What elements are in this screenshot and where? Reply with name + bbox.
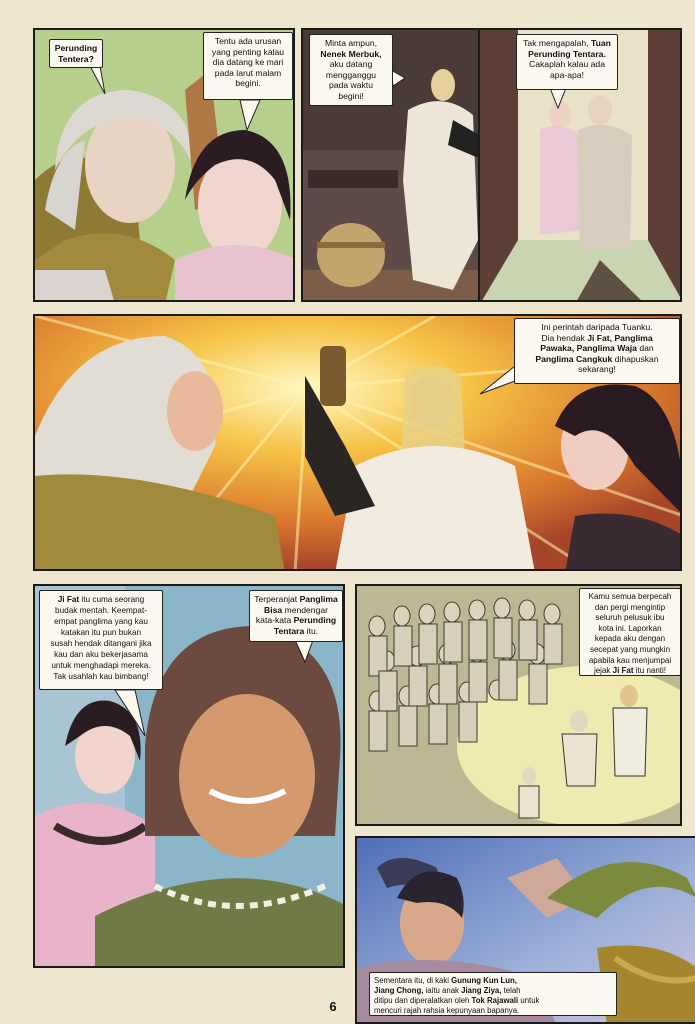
bubble-name: Ji Fat [612,666,634,676]
bubble-name: Panglima [299,594,338,604]
bubble-line [521,38,613,49]
speech-bubble-old-woman [49,39,103,68]
bubble-line: apa-apa! [550,69,584,80]
bubble-line: secepat yang mungkin [589,644,671,654]
bubble-line [374,976,612,986]
panel-4 [33,314,682,571]
bubble-name: Nenek Merbuk, [320,48,382,59]
bubble-line [254,626,338,637]
bubble-name: Tuan [590,38,611,48]
bubble-name: Jiang Chong, [374,986,424,995]
bubble-line: pada larut malam [214,67,282,78]
page-number: 6 [329,999,337,1014]
bubble-line: Perunding [54,43,98,53]
bubble-name: Tok Rajawali [471,996,519,1005]
bubble-line: mencuri rajah rahsia kepunyaan bapanya. [374,1006,520,1015]
speech-bubble-advisor [309,34,393,106]
bubble-line: budak mentah. Keempat- [55,606,147,615]
bubble-text: jejak [593,666,611,676]
bubble-line: Tak usahlah kau bimbang! [53,672,149,681]
bubble-text: itu. [306,625,319,636]
bubble-name: Panglima Waja [576,343,637,354]
bubble-line [374,986,612,996]
caption-panglima-bisa-shocked [249,590,343,642]
bubble-text: telah [503,986,521,995]
panel-3 [478,28,682,302]
bubble-name: Perunding Tentara. [528,48,606,59]
bubble-name: Perunding [293,615,337,626]
bubble-name: Ji Fat [57,595,80,604]
bubble-name: Panglima [614,332,653,343]
bubble-text: dan [639,343,654,354]
bubble-line: empat panglima yang kau [54,617,148,626]
bubble-line [254,594,338,605]
bubble-line: dan pergi mengintip [594,602,666,612]
speech-bubble-advisor-command [579,588,681,676]
bubble-text: Dia hendak [541,332,585,343]
bubble-line [374,996,612,1006]
bubble-line [44,594,158,605]
bubble-text: ditipu dan diperalatkan oleh [374,996,470,1005]
panel-2 [301,28,481,302]
bubble-name: Panglima Cangkuk [535,353,613,364]
bubble-text: iaitu anak [425,986,459,995]
bubble-line: dia datang ke mari [212,57,284,68]
bubble-line: kau dan aku bekerjasama [54,650,148,659]
bubble-line [254,615,338,626]
bubble-line [584,666,676,677]
bubble-text: dihapuskan [614,353,659,364]
bubble-line: Ini perintah daripada Tuanku. [541,322,653,332]
bubble-line: yang penting kalau [211,46,285,57]
panel-1 [33,28,295,302]
bubble-text: Tak mengapalah, [523,38,589,48]
bubble-line: Cakaplah kalau ada [529,59,605,70]
bubble-line: pada waktu [329,80,373,91]
bubble-line: apabila kau menjumpai [588,655,672,665]
bubble-name: Jiang Ziya, [461,986,502,995]
bubble-text: untuk [520,996,540,1005]
bubble-line: kepada aku dengan [594,634,666,644]
speech-bubble-advisor-order [514,318,680,384]
panel-6 [355,584,682,826]
panel-7 [355,836,695,1024]
speech-bubble-panglima-bisa [39,590,163,690]
bubble-line: Tentera? [58,53,94,64]
bubble-name: Tentara [273,625,305,636]
bubble-text: Terperanjat [254,594,298,604]
bubble-text: itu nanti! [635,666,667,676]
bubble-line: untuk menghadapi mereka. [51,661,151,670]
bubble-line: sekarang! [578,364,616,375]
speech-bubble-old-woman-reply [516,34,618,90]
bubble-name: Gunung Kun Lun, [451,976,517,985]
bubble-text: itu cuma seorang [81,595,145,604]
bubble-name: Bisa [263,604,283,615]
bubble-text: kata-kata [255,615,292,626]
bubble-line: begini. [235,78,261,89]
caption-jiang-chong [369,972,617,1016]
bubble-line [519,343,675,354]
bubble-line: begini! [338,90,364,101]
bubble-line: Tentu ada urusan [214,36,282,46]
bubble-line: Minta ampun, [324,38,378,48]
bubble-line: mengganggu [325,69,377,80]
bubble-line: katakan itu pun bukan [60,628,142,637]
bubble-name: Pawaka, [540,343,575,354]
bubble-line: kota ini. Laporkan [598,623,662,633]
bubble-name: Ji Fat, [587,332,613,343]
bubble-line: aku datang [329,59,373,70]
bubble-line: Kamu semua berpecah [588,592,672,601]
bubble-line [519,354,675,365]
panel-5 [33,584,345,968]
bubble-line: susah hendak ditangani jika [50,639,152,648]
bubble-line: seluruh pelusuk ibu [595,613,665,623]
bubble-line [519,333,675,344]
bubble-text: Sementara itu, di kaki [374,976,449,985]
speech-bubble-girl [203,32,293,100]
bubble-line [254,605,338,616]
bubble-text: mendengar [284,604,329,615]
